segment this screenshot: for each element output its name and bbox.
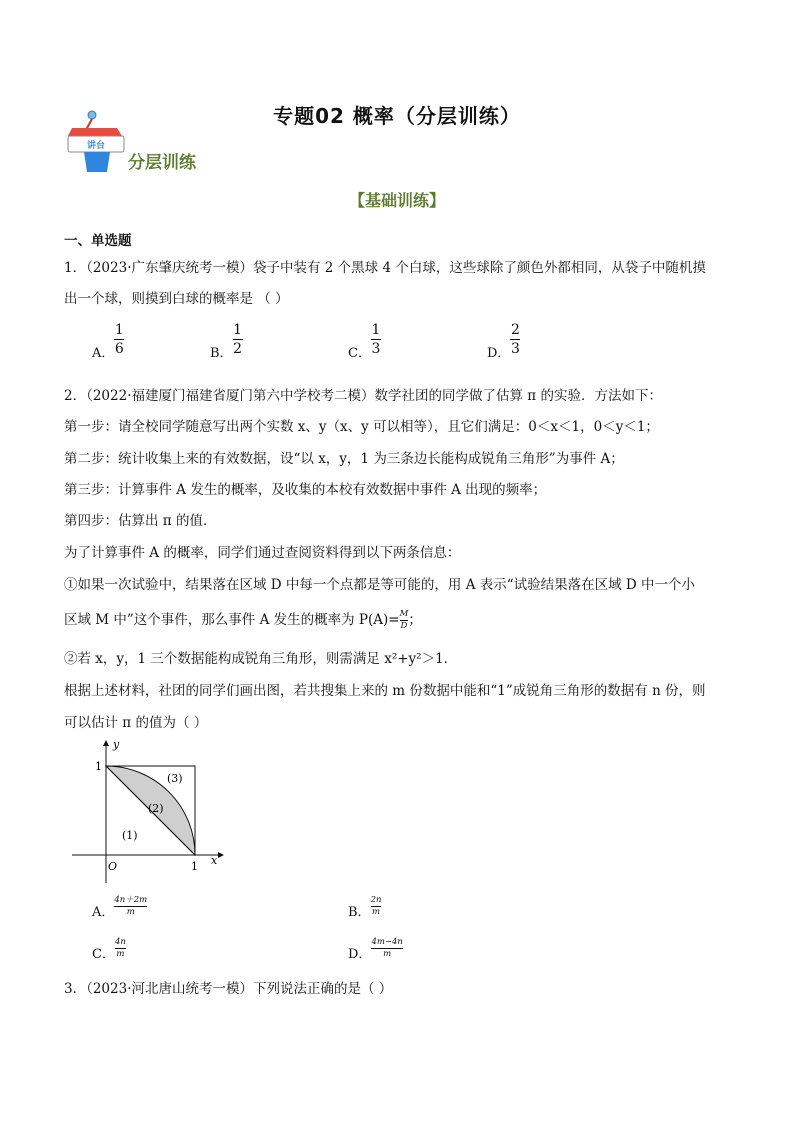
q2-option-d: D． $\frac{4m-4n}{m}$ xyxy=(348,937,403,962)
y-axis-label: y xyxy=(113,738,120,751)
region-3-label: (3) xyxy=(167,772,183,785)
origin-label: O xyxy=(108,860,118,873)
q1-option-a: A． $\frac{1}{6}$ xyxy=(92,322,124,361)
q2-material-line1: 根据上述材料，社团的同学们画出图，若共搜集上来的 m 份数据中能和“1”成锐角三角形的数据有 n 份，则 xyxy=(64,683,706,699)
q1-option-b: B． $\frac{1}{2}$ xyxy=(210,322,243,361)
q2-step2: 第二步：统计收集上来的有效数据，设“以 x，y，1 为三条边长能构成锐角三角形”为事件 A； xyxy=(64,451,624,467)
podium-icon xyxy=(62,108,132,178)
q2-step1: 第一步：请全校同学随意写出两个实数 x、y（x、y 可以相等），且它们满足：0＜x＜1，0＜y＜1； xyxy=(64,419,659,435)
q2-info1-line1: ①如果一次试验中，结果落在区域 D 中每一个点都是等可能的，用 A 表示“试验结果落在区域 D 中一个小 xyxy=(64,577,696,593)
q3-line1: 3．（2023·河北唐山统考一模）下列说法正确的是（ ） xyxy=(64,981,393,997)
section-heading: 【基础训练】 xyxy=(348,191,445,210)
q2-info2: ②若 x，y，1 三个数据能构成锐角三角形，则需满足 x²+y²＞1． xyxy=(64,651,458,667)
unit-square-figure xyxy=(66,738,226,888)
y-tick-label: 1 xyxy=(95,760,102,773)
q2-option-c: C． $\frac{4n}{m}$ xyxy=(92,937,126,962)
q1-line2: 出一个球，则摸到白球的概率是 （ ） xyxy=(64,291,289,307)
part-heading: 一、单选题 xyxy=(64,233,132,249)
q1-option-d: D． $\frac{2}{3}$ xyxy=(487,322,520,361)
q2-material-line2: 可以估计 π 的值为（ ） xyxy=(64,715,208,731)
q2-info1-line2: 区域 M 中”这个事件，那么事件 A 发生的概率为 P(A)= $\frac{M}{D}$ ； xyxy=(64,609,422,631)
x-tick-label: 1 xyxy=(191,860,198,873)
q2-step3: 第三步：计算事件 A 发生的概率，及收集的本校有效数据中事件 A 出现的频率； xyxy=(64,482,547,498)
region-2-label: (2) xyxy=(148,802,164,815)
region-1-label: (1) xyxy=(122,829,138,842)
q2-line1: 2．（2022·福建厦门福建省厦门第六中学校考二模）数学社团的同学做了估算 π 的实验．方法如下： xyxy=(64,388,662,404)
q2-info: 为了计算事件 A 的概率，同学们通过查阅资料得到以下两条信息： xyxy=(64,545,461,561)
q2-option-b: B． $\frac{2n}{m}$ xyxy=(348,895,382,920)
podium-label: 讲台 xyxy=(86,141,106,151)
x-axis-label: x xyxy=(211,854,218,867)
q1-line1: 1．（2023·广东肇庆统考一模）袋子中装有 2 个黑球 4 个白球，这些球除了颜色外都相同，从袋子中随机摸 xyxy=(64,260,706,276)
page-title: 专题02 概率（分层训练） xyxy=(273,104,521,128)
q2-option-a: A． $\frac{4n+2m}{m}$ xyxy=(92,895,148,920)
section-badge-label: 分层训练 xyxy=(128,153,196,173)
q1-option-c: C． $\frac{1}{3}$ xyxy=(348,322,381,361)
q2-step4: 第四步：估算出 π 的值． xyxy=(64,513,217,529)
